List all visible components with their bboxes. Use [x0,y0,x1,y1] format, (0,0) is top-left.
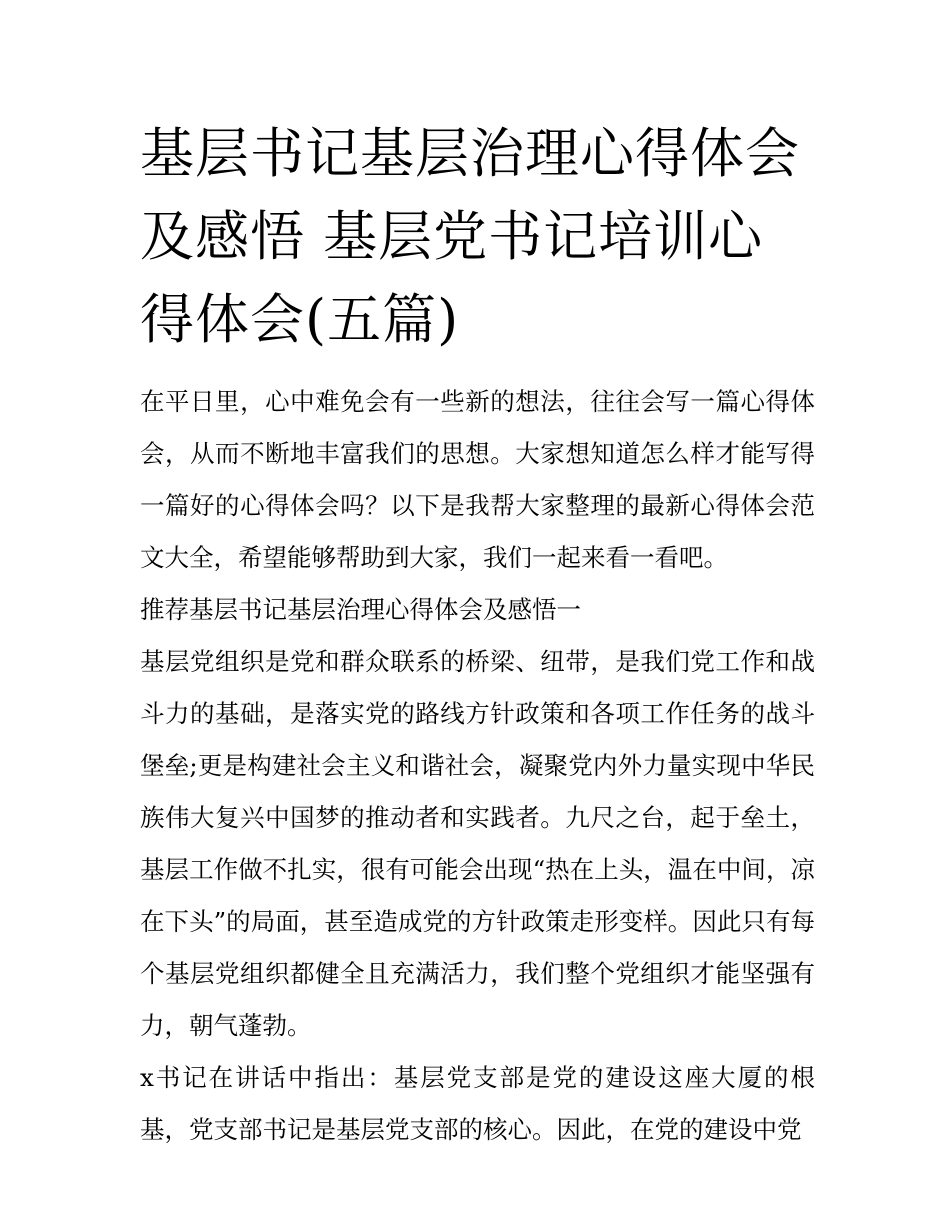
section-heading: 推荐基层书记基层治理心得体会及感悟一 [140,595,581,624]
intro-paragraph: 在平日里，心中难免会有一些新的想法，往往会写一篇心得体会，从而不断地丰富我们的思想。大家想知道怎么样才能写得一篇好的心得体会吗？以下是我帮大家整理的最新心得体会范文大全，希望能够帮助到大家，我们一起来看一看吧。 [140,387,815,572]
document-body [140,112,815,1156]
document-title: 基层书记基层治理心得体会及感悟 基层党书记培训心得体会(五篇) [140,122,800,351]
body-paragraph: x书记在讲话中指出：基层党支部是党的建设这座大厦的根基，党支部书记是基层党支部的核心。因此，在党的建设中党 [140,1063,815,1144]
body-paragraph: 基层党组织是党和群众联系的桥梁、纽带，是我们党工作和战斗力的基础，是落实党的路线方针政策和各项工作任务的战斗堡垒;更是构建社会主义和谐社会，凝聚党内外力量实现中华民族伟大复兴中国梦的推动者和实践者。九尺之台，起于垒土，基层工作做不扎实，很有可能会出现“热在上头，温在中间，凉在下头”的局面，甚至造成党的方针政策走形变样。因此只有每个基层党组织都健全且充满活力，我们整个党组织才能坚强有力，朝气蓬勃。 [140,647,815,1040]
